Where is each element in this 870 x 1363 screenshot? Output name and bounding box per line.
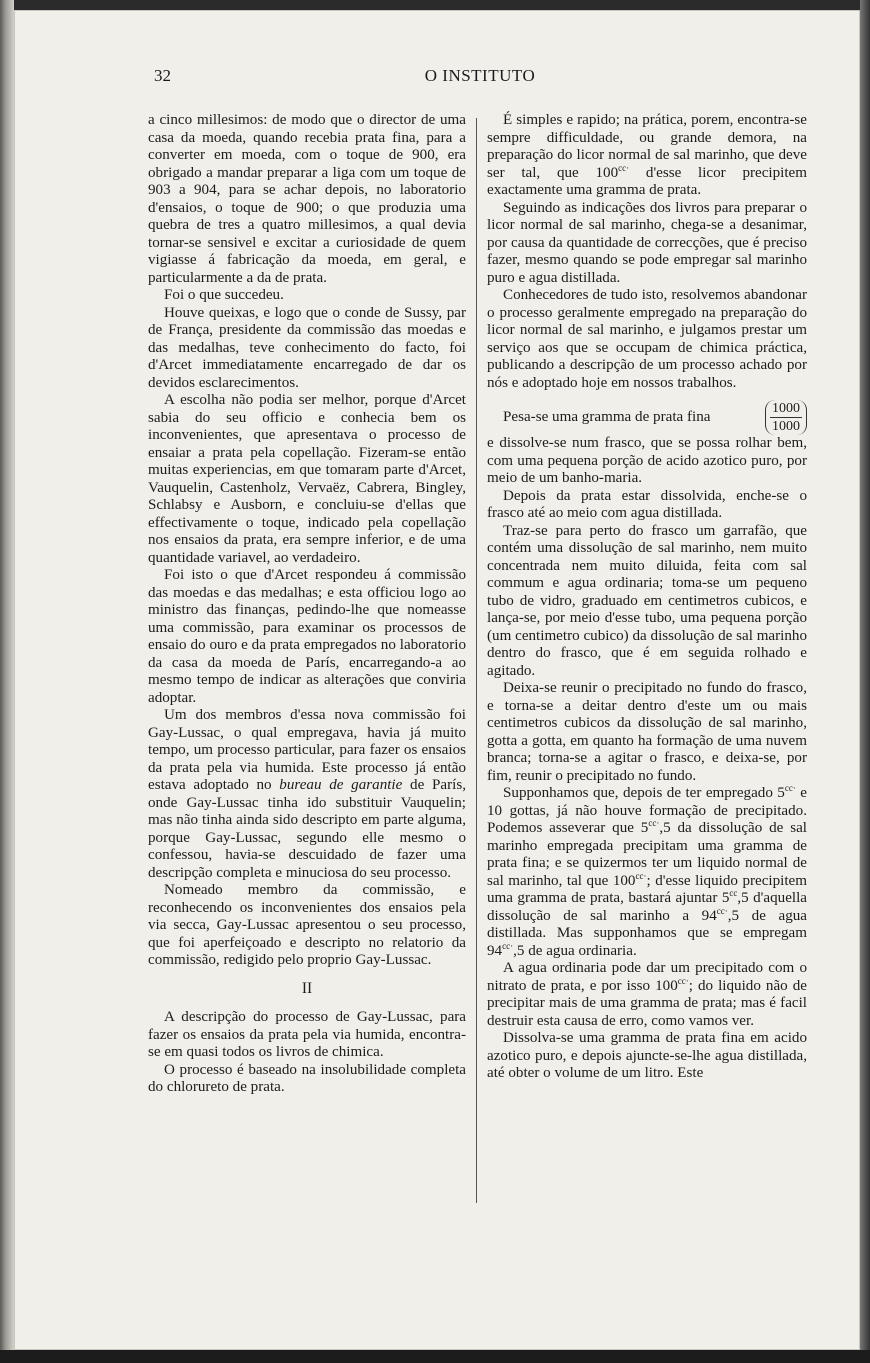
text-run: Um dos membros d'essa nova commissão foi Gay-Lussac, o qual empregava, havia já muito tempo, um processo particular, para fazer os ensaios da prata pela via humida. Este processo já então estava adoptado no: [148, 707, 466, 793]
unit-superscript: cc·: [648, 817, 660, 828]
text-run: É simples e rapido; na prática, porem, encontra-se sempre difficuldade, ou grande demora, na preparação do licor normal de sal marinho, que deve ser tal, que 100: [487, 112, 807, 181]
unit-superscript: cc·: [502, 940, 514, 951]
text-run: ,5 de agua ordinaria.: [513, 942, 637, 959]
unit-superscript: cc·: [635, 870, 647, 881]
left-column: [148, 112, 466, 1097]
paragraph: [148, 707, 466, 882]
unit-superscript: cc·: [784, 782, 796, 793]
unit-superscript: cc·: [677, 975, 689, 986]
fraction-numerator: 1000: [772, 401, 800, 416]
page-edge: [860, 0, 870, 1363]
paragraph: e dissolve-se num frasco, que se possa rolhar bem, com uma pequena porção de acido azotico puro, por meio de um banho-maria.: [487, 435, 807, 486]
binding-gutter: [0, 0, 14, 1363]
paragraph: [487, 782, 807, 960]
paragraph: Seguindo as indicações dos livros para preparar o licor normal de sal marinho, chega-se a desanimar, por causa da quantidade de correcções, que é preciso fazer, mesmo quando se pode empregar sal marinho puro e agua distillada.: [487, 199, 807, 286]
text-run: ; d'esse liquido precipitem uma gramma de prata, bastará ajuntar 5: [487, 872, 807, 906]
bottom-edge: [0, 1350, 870, 1363]
fraction-body: [770, 400, 802, 435]
text-run: e 10 gottas, já não houve formação de precipitado. Podemos asseverar que 5: [487, 785, 807, 836]
formula-line: [487, 400, 807, 435]
text-run: ,5 d'aquella dissolução de sal marinho a 94: [487, 890, 807, 924]
unit-superscript: cc: [729, 887, 738, 898]
fineness-fraction: [765, 400, 807, 435]
text-run: d'esse licor precipitem exactamente uma gramma de prata.: [487, 164, 807, 198]
paragraph: Conhecedores de tudo isto, resolvemos abandonar o processo geralmente empregado na preparação do licor normal de sal marinho, e julgamos prestar um serviço aos que se occupam de chimica práctica, publicando a descripção de um processo achado por nós e adoptado hoje em nossos trabalhos.: [487, 287, 807, 391]
fraction-denominator: 1000: [772, 419, 800, 434]
paragraph: [487, 960, 807, 1030]
text-run: ,5 da dissolução de sal marinho empregada precipitam uma gramma de prata fina; e se quizermos ter um liquido normal de sal marinho, tal que 100: [487, 820, 807, 889]
text-run: ,5 de agua distillada. Mas supponhamos que se empregam 94: [487, 907, 807, 959]
text-run: tinha ido substituir Vauquelin; mas não tinha ainda sido descripto em parte alguma, porque Gay-Lussac, segundo elle mesmo o confessou, havia-se descuidado de fazer uma descripção completa e minuciosa do seu processo.: [148, 794, 466, 881]
paragraph: a cinco millesimos: de modo que o director de uma casa da moeda, quando recebia prata fina, para a converter em moeda, com o toque de 900, era obrigado a mandar preparar a liga com um toque de 903 a 904, para se achar depois, no laboratorio d'ensaios, o toque de 900; o que produzia uma quebra de tres a quatro millesimos, a qual devia tornar-se sensivel e excitar a curiosidade de quem vigiasse á fabricação da moeda, em geral, e particularmente a da de prata.: [148, 112, 466, 286]
paragraph: [487, 112, 807, 200]
text-run: Pesa-se uma gramma de prata fina: [503, 408, 711, 425]
page-number: 32: [154, 66, 171, 85]
journal-title: O INSTITUTO: [424, 66, 536, 85]
paragraph: A escolha não podia ser melhor, porque d'Arcet sabia do seu officio e conhecia bem os inconvenientes, que apresentava o processo de ensaiar a prata pela copellação. Fizeram-se então muitas experiencias, em que tomaram parte d'Arcet, Vauquelin, Castenholz, Vervaëz, Cabrera, Bingley, Schlabsy e Ausborn, e concluiu-se d'ellas que effectivamente o toque, indicado pela copellação nos ensaios da prata, era sempre inferior, e de uma quantidade variavel, ao verdadeiro.: [148, 392, 466, 566]
paragraph: Deixa-se reunir o precipitado no fundo do frasco, e torna-se a deitar dentro d'este um ou mais centimetros cubicos da dissolução de sal marinho, gotta a gotta, em quanto ha formação de uma nuvem branca; torna-se a agitar o frasco, e deixa-se, por fim, reunir o precipitado no fundo.: [487, 680, 807, 784]
paragraph: O processo é baseado na insolubilidade completa do chlorureto de prata.: [148, 1061, 466, 1095]
paragraph: Foi isto o que d'Arcet respondeu á commissão das moedas e das medalhas; e esta officiou logo ao ministro das finanças, pedindo-lhe que nomeasse uma commissão, para examinar os processos de ensaio do ouro e da prata empregados no laboratorio da casa da moeda de París, encarregando-a ao mesmo tempo de indicar as alterações que conviria adoptar.: [148, 567, 466, 706]
text-run: Supponhamos que, depois de ter empregado 5: [503, 785, 785, 801]
text-run: ; do liquido não de precipitar mais de uma gramma de prata; mas é facil destruir esta causa de erro, como vamos ver.: [487, 977, 807, 1029]
section-heading: II: [301, 979, 313, 997]
text-run: A agua ordinaria pode dar um precipitado com o nitrato de prata, e por isso 100: [487, 960, 807, 994]
page-header: [154, 66, 806, 96]
paragraph: Nomeado membro da commissão, e reconhecendo os inconvenientes dos ensaios pela via secca, Gay-Lussac apresentou o seu processo, que foi aperfeiçoado e descripto no relatorio da commissão, redigido pelo proprio Gay-Lussac.: [148, 882, 466, 968]
paragraph: Depois da prata estar dissolvida, enche-se o frasco até ao meio com agua distillada.: [487, 487, 807, 521]
paragraph: Houve queixas, e logo que o conde de Sussy, par de França, presidente da commissão das moedas e das medalhas, teve conhecimento do facto, foi d'Arcet immediatamente encarregado de dar os devidos esclarecimentos.: [148, 304, 466, 391]
text-run: de París, onde Gay-Lussac: [148, 777, 466, 811]
right-column: [487, 112, 807, 1083]
paragraph: Foi o que succedeu.: [164, 287, 284, 303]
unit-superscript: cc·: [618, 162, 630, 173]
paragraph: Dissolva-se uma gramma de prata fina em acido azotico puro, e depois ajuncte-se-lhe agua distillada, até obter o volume de um litro. Este: [487, 1030, 807, 1081]
italic-phrase: bureau de garantie: [279, 777, 403, 793]
unit-superscript: cc·: [716, 905, 728, 916]
paragraph: A descripção do processo de Gay-Lussac, para fazer os ensaios da prata pela via humida, encontra-se em quasi todos os livros de chimica.: [148, 1009, 466, 1060]
paragraph: Traz-se para perto do frasco um garrafão, que contém uma dissolução de sal marinho, nem muito concentrada nem muito diluida, feita com sal commum e agua ordinaria; toma-se um pequeno tubo de vidro, graduado em centimetros cubicos, e lança-se, por meio d'esse tubo, uma pequena porção (um centimetro cubico) da dissolução de sal marinho dentro do frasco, que é em seguida rolhado e agitado.: [487, 522, 807, 679]
column-divider: [476, 118, 477, 1203]
